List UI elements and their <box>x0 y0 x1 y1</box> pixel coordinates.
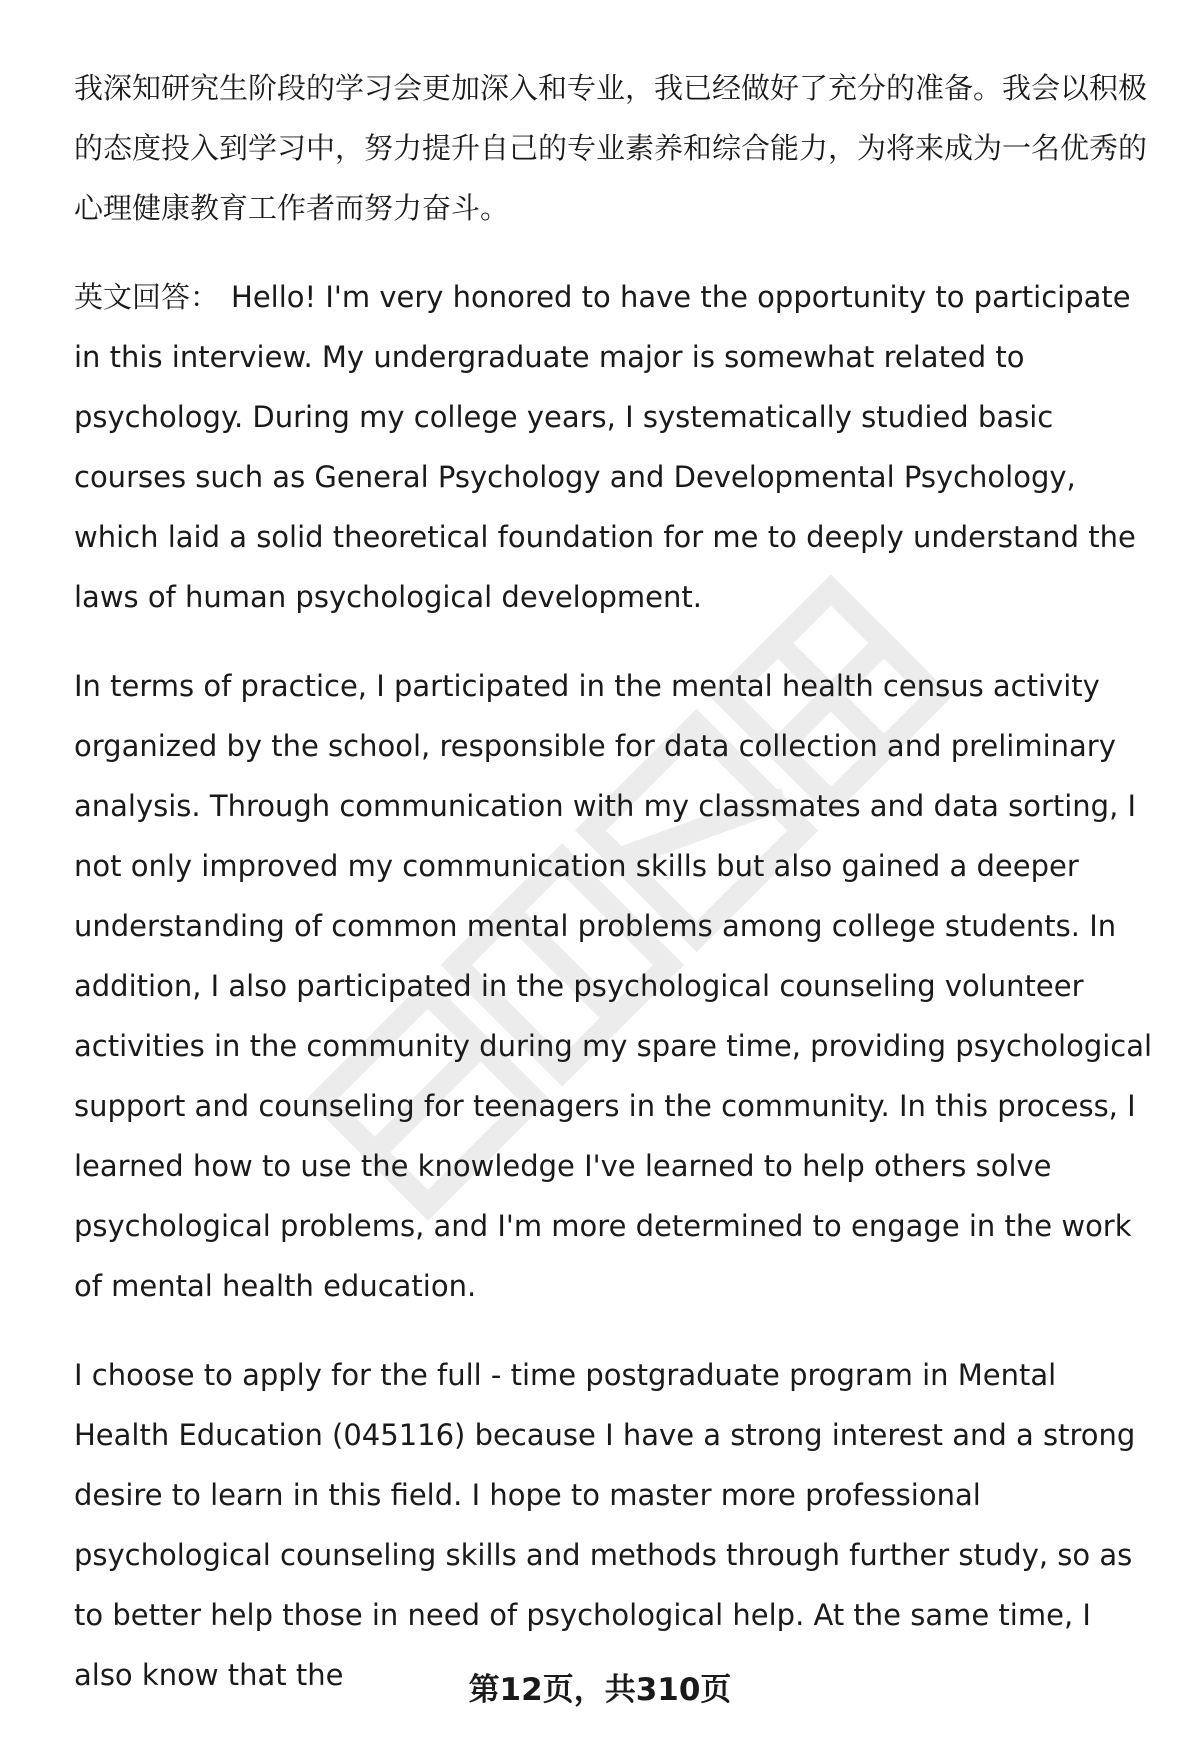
page-number: 第12页，共310页 <box>468 1672 732 1708</box>
paragraph-motivation: I choose to apply for the full - time postgraduate program in Mental Health Education (045116) because I have a strong interest and a strong desire to learn in this field. I hope to master more professional psychological counseling skills and methods through further study, so as to better help those in need of psychological help. At the same time, I also know that the <box>74 1358 1136 1692</box>
paragraph-chinese-closing: 我深知研究生阶段的学习会更加深入和专业，我已经做好了充分的准备。我会以积极的态度投入到学习中，努力提升自己的专业素养和综合能力，为将来成为一名优秀的心理健康教育工作者而努力奋斗。 <box>74 71 1148 225</box>
english-answer-label: 英文回答： <box>74 280 220 314</box>
english-intro-text: Hello! I'm very honored to have the opportunity to participate in this interview. My undergraduate major is somewhat related to psychology. During my college years, I systematically studied basic courses such as General Psychology and Developmental Psychology, which laid a solid theoretical foundation for me to deeply understand the laws of human psychological development. <box>74 280 1136 614</box>
paragraph-english-intro <box>74 267 1154 627</box>
paragraph-practice: In terms of practice, I participated in the mental health census activity organized by the school, responsible for data collection and preliminary analysis. Through communication with my classmates and data sorting, I not only improved my communication skills but also gained a deeper understanding of common mental problems among college students. In addition, I also participated in the psychological counseling volunteer activities in the community during my spare time, providing psychological support and counseling for teenagers in the community. In this process, I learned how to use the knowledge I've learned to help others solve psychological problems, and I'm more determined to engage in the work of mental health education. <box>74 669 1153 1303</box>
document-body <box>74 58 1154 1734</box>
